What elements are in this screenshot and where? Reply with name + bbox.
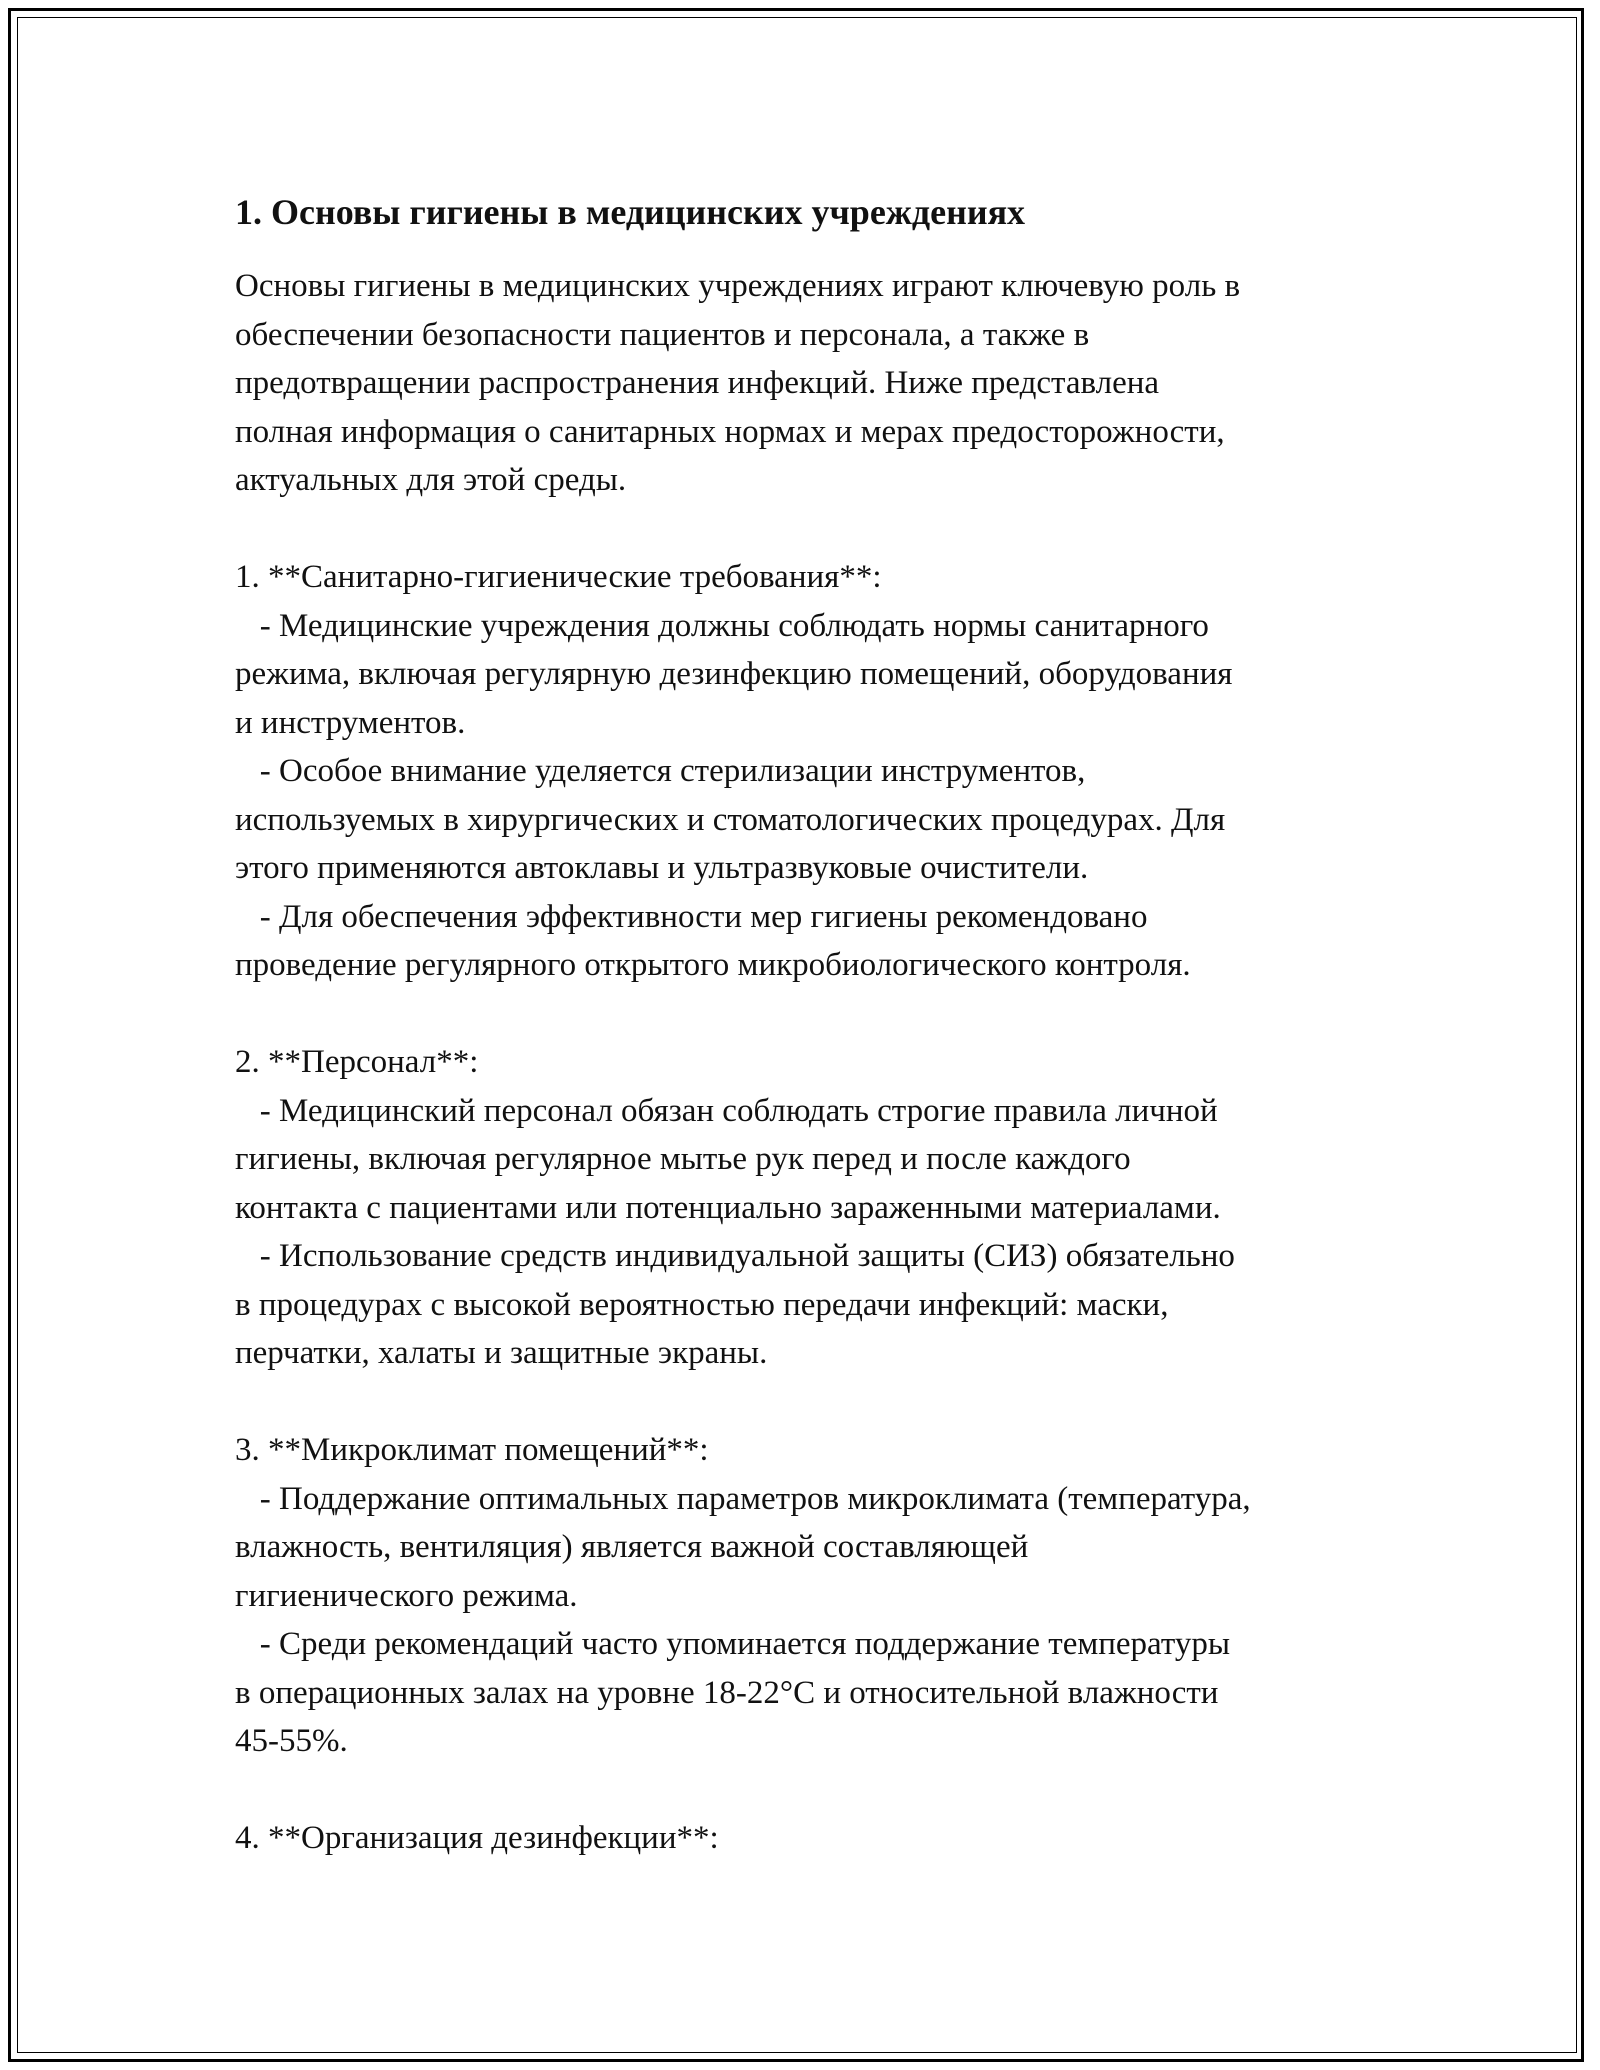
text-line: 3. **Микроклимат помещений**: <box>235 1432 709 1468</box>
text-line <box>235 1378 1380 1427</box>
text-line: 1. **Санитарно-гигиенические требования**: <box>235 559 882 595</box>
text-line: и инструментов. <box>235 704 466 741</box>
text-line: гигиенического режима. <box>235 1577 578 1614</box>
text-line: в процедурах с высокой вероятностью передачи инфекций: маски, <box>235 1286 1169 1323</box>
text-line: предотвращении распространения инфекций. Ниже представлена <box>235 365 1160 401</box>
text-line: влажность, вентиляция) является важной составляющей <box>235 1529 1029 1565</box>
text-line: актуальных для этой среды. <box>235 462 627 498</box>
text-line: режима, включая регулярную дезинфекцию помещений, оборудования <box>235 656 1233 692</box>
text-line: Основы гигиены в медицинских учреждениях играют ключевую роль в <box>235 268 1241 304</box>
text-line: обеспечении безопасности пациентов и персонала, а также в <box>235 316 1090 353</box>
text-line <box>235 505 1380 554</box>
text-line: этого применяются автоклавы и ультразвуковые очистители. <box>235 850 1089 886</box>
text-line: в операционных залах на уровне 18-22°C и относительной влажности <box>235 1674 1219 1711</box>
text-line <box>235 990 1380 1039</box>
text-line <box>235 1766 1380 1815</box>
text-line: контакта с пациентами или потенциально зараженными материалами. <box>235 1189 1221 1226</box>
document-body <box>235 188 1380 1863</box>
text-line: перчатки, халаты и защитные экраны. <box>235 1335 768 1371</box>
text-line: гигиены, включая регулярное мытье рук перед и после каждого <box>235 1141 1131 1177</box>
text-line: 2. **Персонал**: <box>235 1044 479 1080</box>
document-title: 1. Основы гигиены в медицинских учреждениях <box>235 192 1026 232</box>
text-line: - Поддержание оптимальных параметров микроклимата (температура, <box>235 1480 1251 1517</box>
text-line: 4. **Организация дезинфекции**: <box>235 1820 719 1856</box>
text-line: полная информация о санитарных нормах и мерах предосторожности, <box>235 413 1225 450</box>
text-line: 45-55%. <box>235 1723 348 1759</box>
text-line: - Для обеспечения эффективности мер гигиены рекомендовано <box>235 898 1148 935</box>
text-line: проведение регулярного открытого микробиологического контроля. <box>235 947 1191 983</box>
text-line: - Среди рекомендаций часто упоминается поддержание температуры <box>235 1626 1231 1662</box>
text-line: - Медицинские учреждения должны соблюдать нормы санитарного <box>235 607 1209 644</box>
text-line: - Медицинский персонал обязан соблюдать строгие правила личной <box>235 1092 1218 1129</box>
text-line: - Использование средств индивидуальной защиты (СИЗ) обязательно <box>235 1238 1235 1274</box>
text-line: используемых в хирургических и стоматологических процедурах. Для <box>235 801 1226 838</box>
text-line: - Особое внимание уделяется стерилизации инструментов, <box>235 753 1086 789</box>
document-text <box>235 262 1380 1863</box>
